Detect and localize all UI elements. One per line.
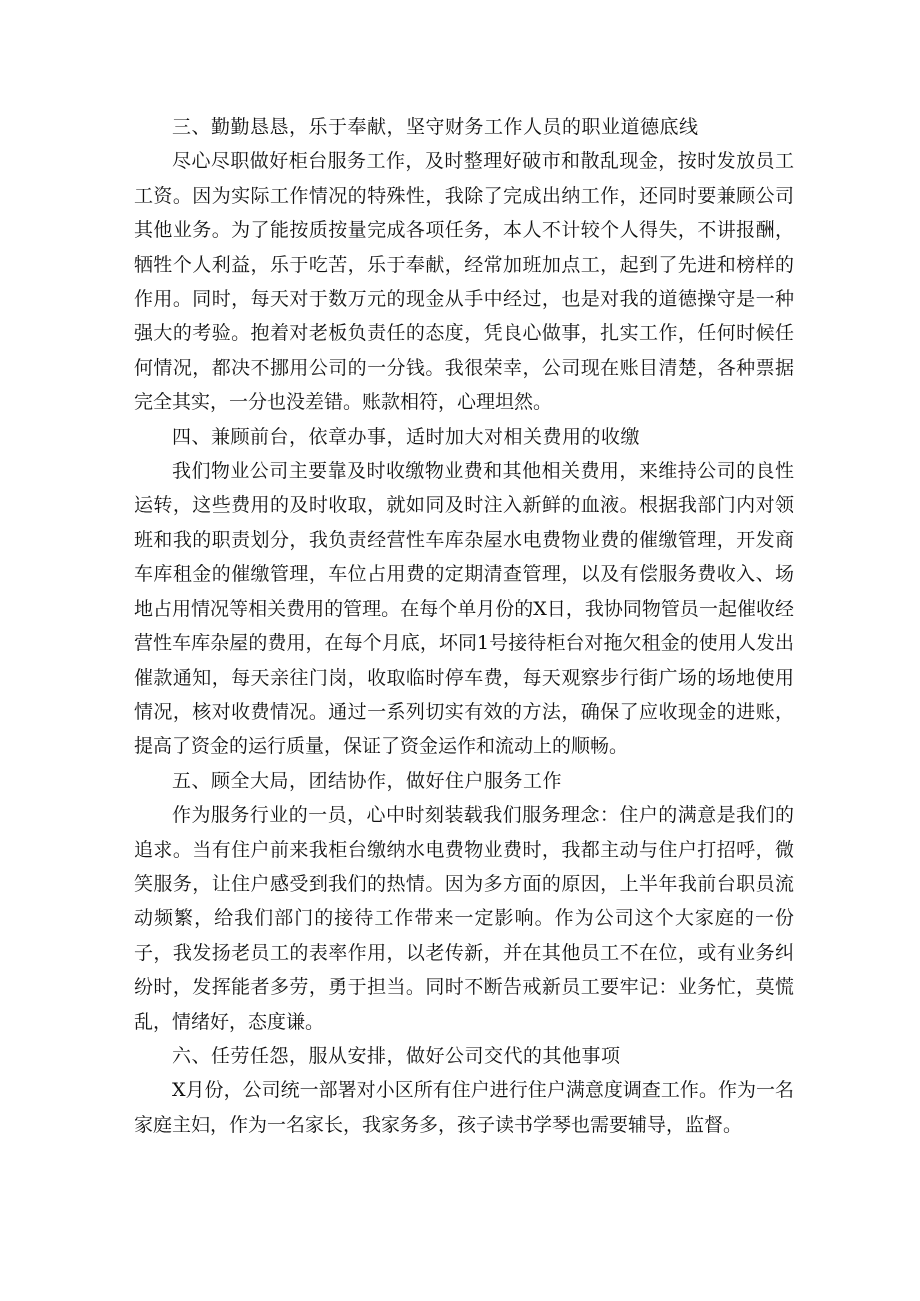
document-body [134,110,794,1142]
section-heading-3: 三、勤勤恳恳，乐于奉献，坚守财务工作人员的职业道德底线 [172,116,699,138]
section-heading-4: 四、兼顾前台，依章办事，适时加大对相关费用的收缴 [172,425,641,448]
section-body-4: 我们物业公司主要靠及时收缴物业费和其他相关费用，来维持公司的良性运转，这些费用的及时收取，就如同及时注入新鲜的血液。根据我部门内对领班和我的职责划分，我负责经营性车库杂屋水电费物业费的催缴管理，开发商车库租金的催缴管理，车位占用费的定期清查管理，以及有偿服务费收入、场地占用情况等相关费用的管理。在每个单月份的X日，我协同物管员一起催收经营性车库杂屋的费用，在每个月底，坏同1号接待柜台对拖欠租金的使用人发出催款通知，每天亲往门岗，收取临时停车费，每天观察步行街广场的场地使用情况，核对收费情况。通过一系列切实有效的方法，确保了应收现金的进账，提高了资金的运行质量，保证了资金运作和流动上的顺畅。 [134,460,794,758]
section-body-3: 尽心尽职做好柜台服务工作，及时整理好破市和散乱现金，按时发放员工工资。因为实际工作情况的特殊性，我除了完成出纳工作，还同时要兼顾公司其他业务。为了能按质按量完成各项任务，本人不计较个人得失，不讲报酬，牺牲个人利益，乐于吃苦，乐于奉献，经常加班加点工，起到了先进和榜样的作用。同时，每天对于数万元的现金从手中经过，也是对我的道德操守是一种强大的考验。抱着对老板负责任的态度，凭良心做事，扎实工作，任何时候任何情况，都决不挪用公司的一分钱。我很荣幸，公司现在账目清楚，各种票据完全其实，一分也没差错。账款相符，心理坦然。 [134,150,794,414]
section-heading-6: 六、任劳任怨，服从安排，做好公司交代的其他事项 [172,1044,621,1067]
section-body-5: 作为服务行业的一员，心中时刻装载我们服务理念：住户的满意是我们的追求。当有住户前来我柜台缴纳水电费物业费时，我都主动与住户打招呼，微笑服务，让住户感受到我们的热情。因为多方面的原因，上半年我前台职员流动频繁，给我们部门的接待工作带来一定影响。作为公司这个大家庭的一份子，我发扬老员工的表率作用，以老传新，并在其他员工不在位，或有业务纠纷时，发挥能者多劳，勇于担当。同时不断告戒新员工要牢记：业务忙，莫慌乱，情绪好，态度谦。 [134,804,794,1033]
section-heading-5: 五、顾全大局，团结协作，做好住户服务工作 [172,769,563,792]
section-body-6: X月份，公司统一部署对小区所有住户进行住户满意度调查工作。作为一名家庭主妇，作为一名家长，我家务多，孩子读书学琴也需要辅导，监督。 [134,1079,794,1136]
